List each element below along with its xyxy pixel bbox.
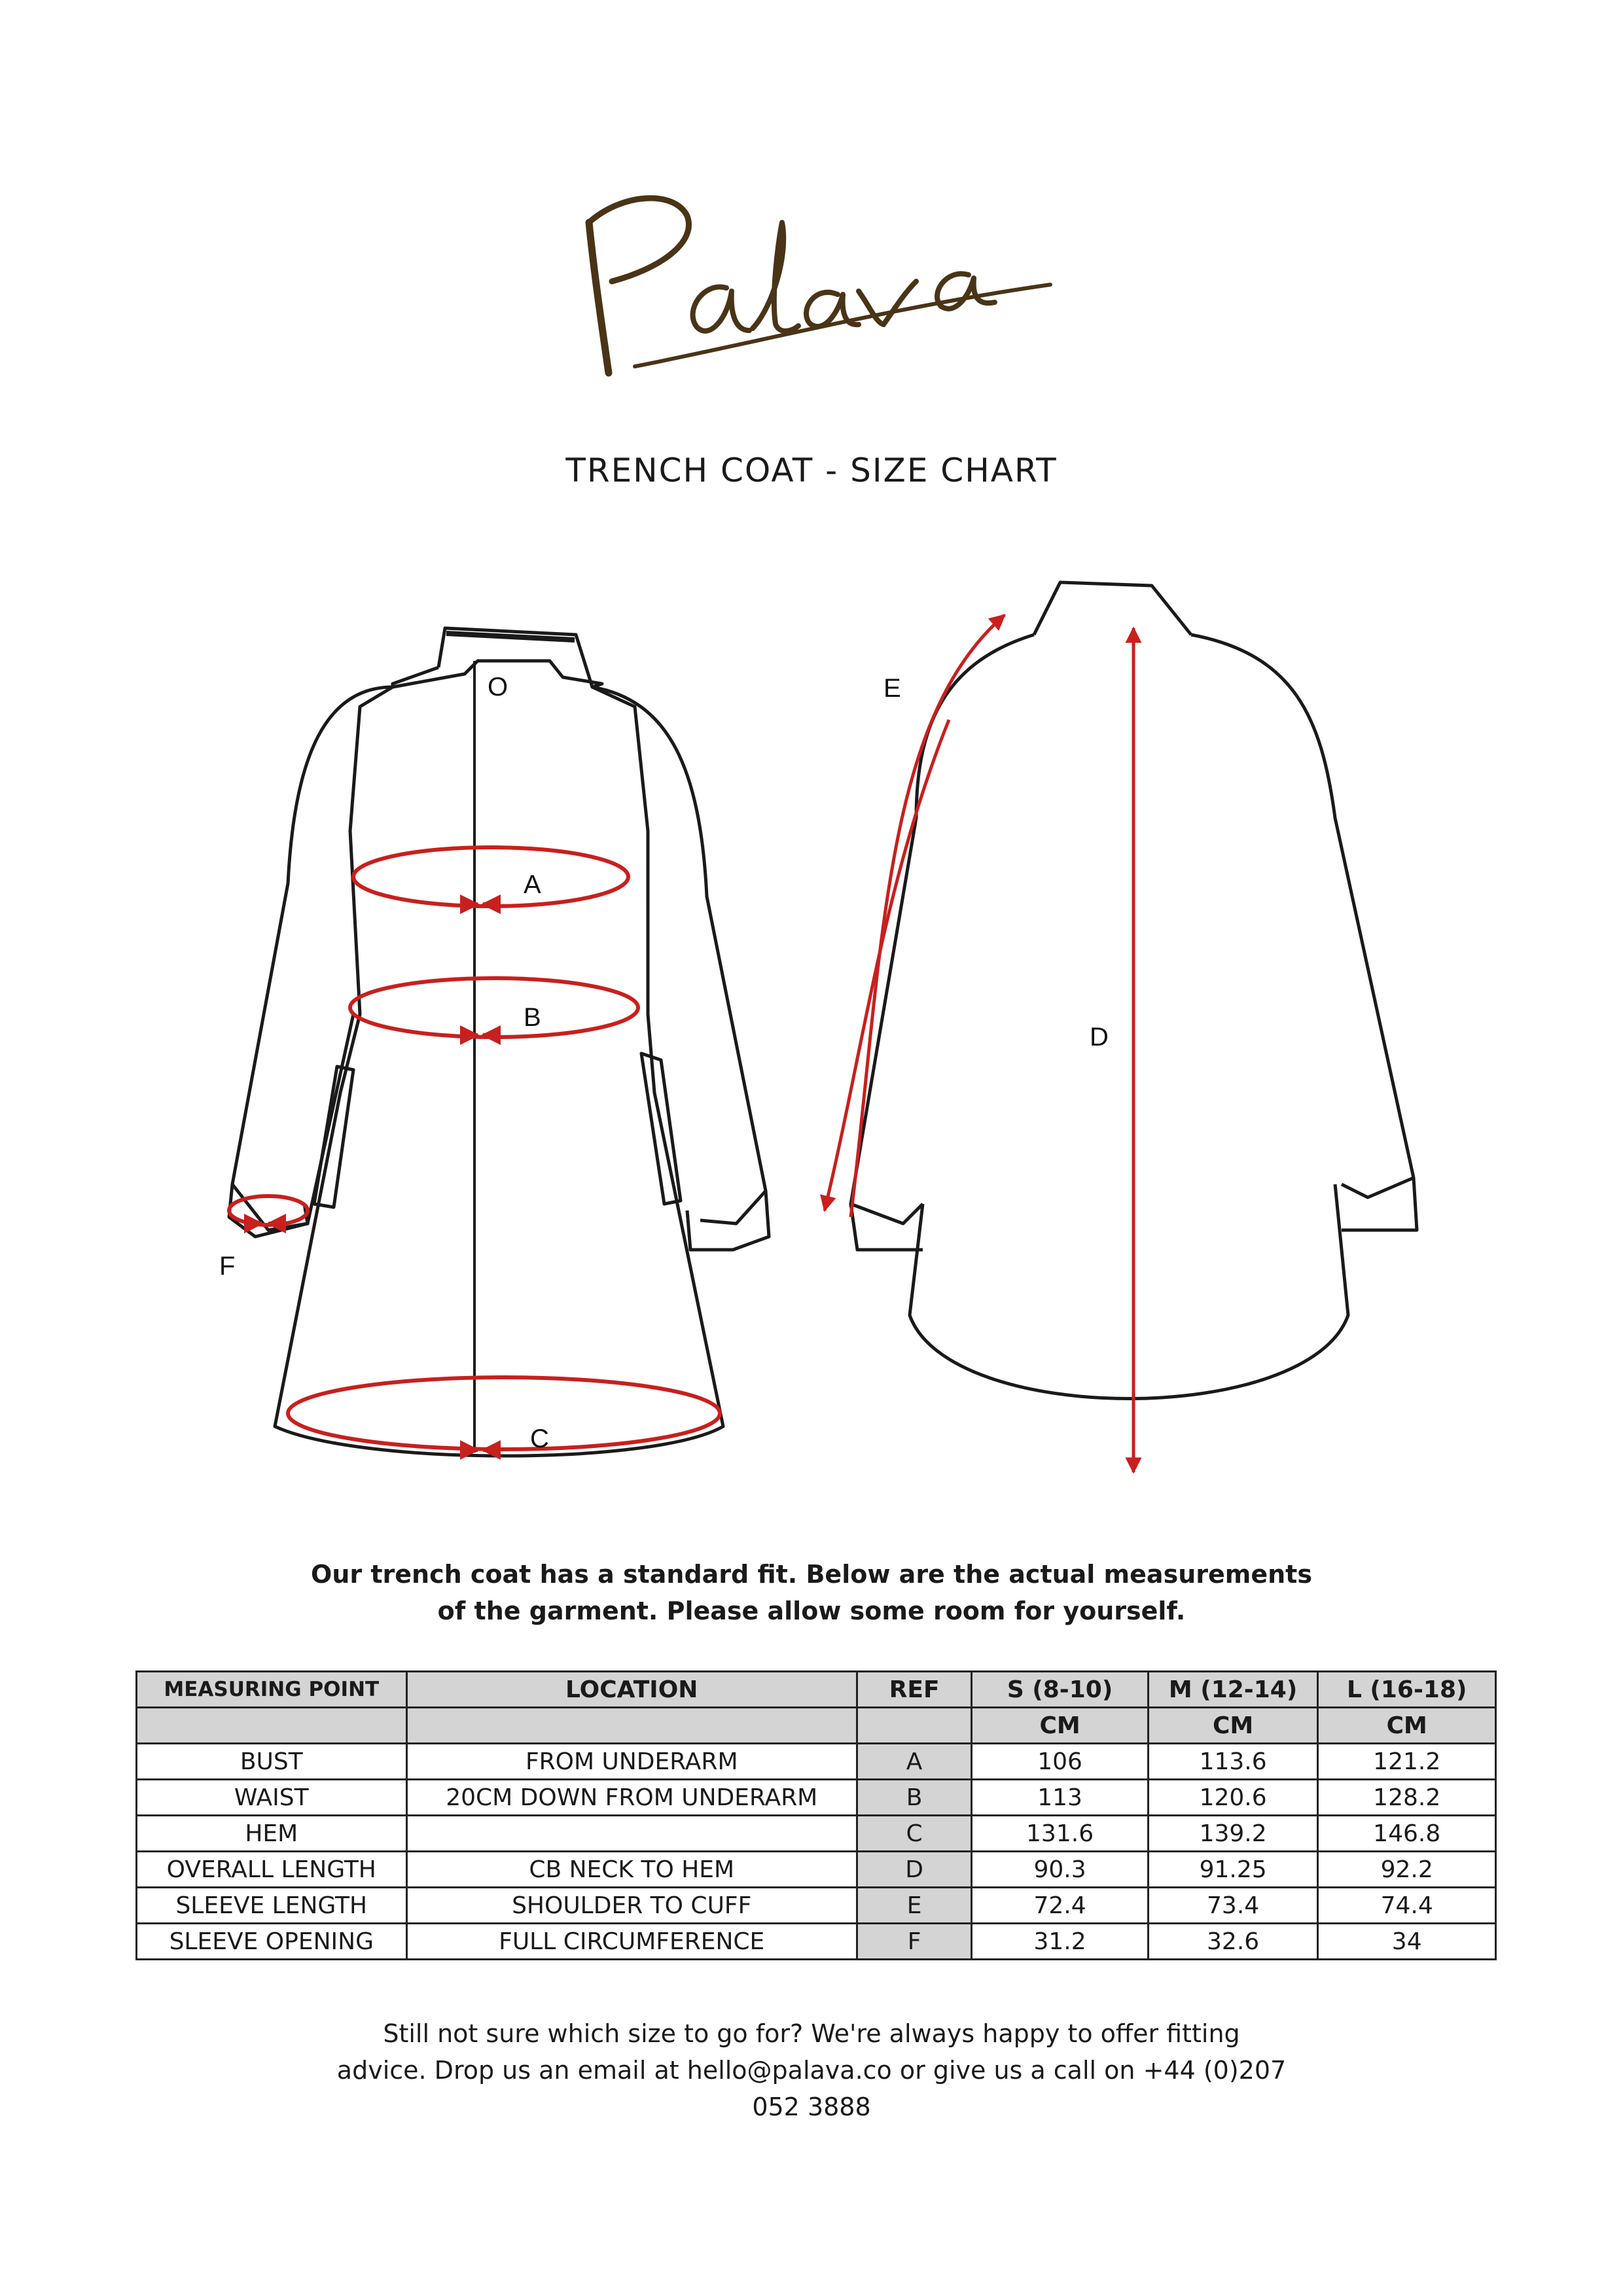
unit-l: CM: [1318, 1708, 1496, 1744]
label-a: A: [524, 870, 541, 899]
cell-point: WAIST: [137, 1780, 407, 1816]
cell-location: CB NECK TO HEM: [406, 1852, 857, 1888]
cell-point: BUST: [137, 1744, 407, 1780]
cell-ref: B: [857, 1780, 971, 1816]
header-location: LOCATION: [406, 1672, 857, 1708]
table-row: [137, 1816, 1496, 1852]
cell-location: FROM UNDERARM: [406, 1744, 857, 1780]
cell-m: 120.6: [1148, 1780, 1318, 1816]
footer-line: 052 3888: [752, 2093, 871, 2121]
table-row: [137, 1744, 1496, 1780]
cell-location: SHOULDER TO CUFF: [406, 1888, 857, 1924]
cell-s: 90.3: [972, 1852, 1148, 1888]
table-units-row: [137, 1708, 1496, 1744]
cell-location: 20CM DOWN FROM UNDERARM: [406, 1780, 857, 1816]
fitting-advice: [0, 2015, 1623, 2125]
units-blank: [406, 1708, 857, 1744]
cell-s: 106: [972, 1744, 1148, 1780]
cell-m: 73.4: [1148, 1888, 1318, 1924]
label-d: D: [1090, 1023, 1109, 1051]
cell-ref: A: [857, 1744, 971, 1780]
palava-logo: [563, 177, 1060, 393]
cell-l: 34: [1318, 1924, 1496, 1960]
table-row: [137, 1888, 1496, 1924]
cell-s: 31.2: [972, 1924, 1148, 1960]
unit-m: CM: [1148, 1708, 1318, 1744]
cell-ref: C: [857, 1816, 971, 1852]
intro-line: of the garment. Please allow some room for yourself.: [437, 1597, 1186, 1625]
cell-point: HEM: [137, 1816, 407, 1852]
header-measuring-point: MEASURING POINT: [137, 1672, 407, 1708]
table-header-row: [137, 1672, 1496, 1708]
cell-s: 131.6: [972, 1816, 1148, 1852]
table-row: [137, 1852, 1496, 1888]
cell-location: FULL CIRCUMFERENCE: [406, 1924, 857, 1960]
cell-point: OVERALL LENGTH: [137, 1852, 407, 1888]
footer-line: advice. Drop us an email at hello@palava.co or give us a call on +44 (0)207: [336, 2056, 1287, 2085]
units-blank: [137, 1708, 407, 1744]
trench-coat-diagram: [196, 556, 1466, 1498]
header-size-s: S (8-10): [972, 1672, 1148, 1708]
label-f: F: [219, 1252, 236, 1280]
cell-point: SLEEVE OPENING: [137, 1924, 407, 1960]
cell-ref: F: [857, 1924, 971, 1960]
cell-ref: D: [857, 1852, 971, 1888]
size-table: [135, 1670, 1497, 1960]
cell-m: 32.6: [1148, 1924, 1318, 1960]
cell-l: 146.8: [1318, 1816, 1496, 1852]
table-row: [137, 1780, 1496, 1816]
cell-s: 72.4: [972, 1888, 1148, 1924]
units-blank: [857, 1708, 971, 1744]
cell-ref: E: [857, 1888, 971, 1924]
cell-l: 92.2: [1318, 1852, 1496, 1888]
cell-l: 128.2: [1318, 1780, 1496, 1816]
fit-intro: [0, 1556, 1623, 1629]
cell-l: 121.2: [1318, 1744, 1496, 1780]
unit-s: CM: [972, 1708, 1148, 1744]
footer-line: Still not sure which size to go for? We're always happy to offer fitting: [383, 2019, 1240, 2048]
page-title: TRENCH COAT - SIZE CHART: [565, 451, 1058, 489]
cell-s: 113: [972, 1780, 1148, 1816]
table-row: [137, 1924, 1496, 1960]
cell-m: 139.2: [1148, 1816, 1318, 1852]
header-ref: REF: [857, 1672, 971, 1708]
cell-location: [406, 1816, 857, 1852]
label-e: E: [883, 674, 901, 703]
label-o: O: [488, 673, 508, 701]
header-size-l: L (16-18): [1318, 1672, 1496, 1708]
cell-l: 74.4: [1318, 1888, 1496, 1924]
cell-point: SLEEVE LENGTH: [137, 1888, 407, 1924]
label-b: B: [524, 1003, 541, 1032]
back-measurements: [825, 615, 1133, 1472]
intro-line: Our trench coat has a standard fit. Below are the actual measurements: [311, 1560, 1312, 1589]
header-size-m: M (12-14): [1148, 1672, 1318, 1708]
cell-m: 91.25: [1148, 1852, 1318, 1888]
front-view: [229, 628, 769, 1456]
cell-m: 113.6: [1148, 1744, 1318, 1780]
label-c: C: [530, 1424, 549, 1453]
